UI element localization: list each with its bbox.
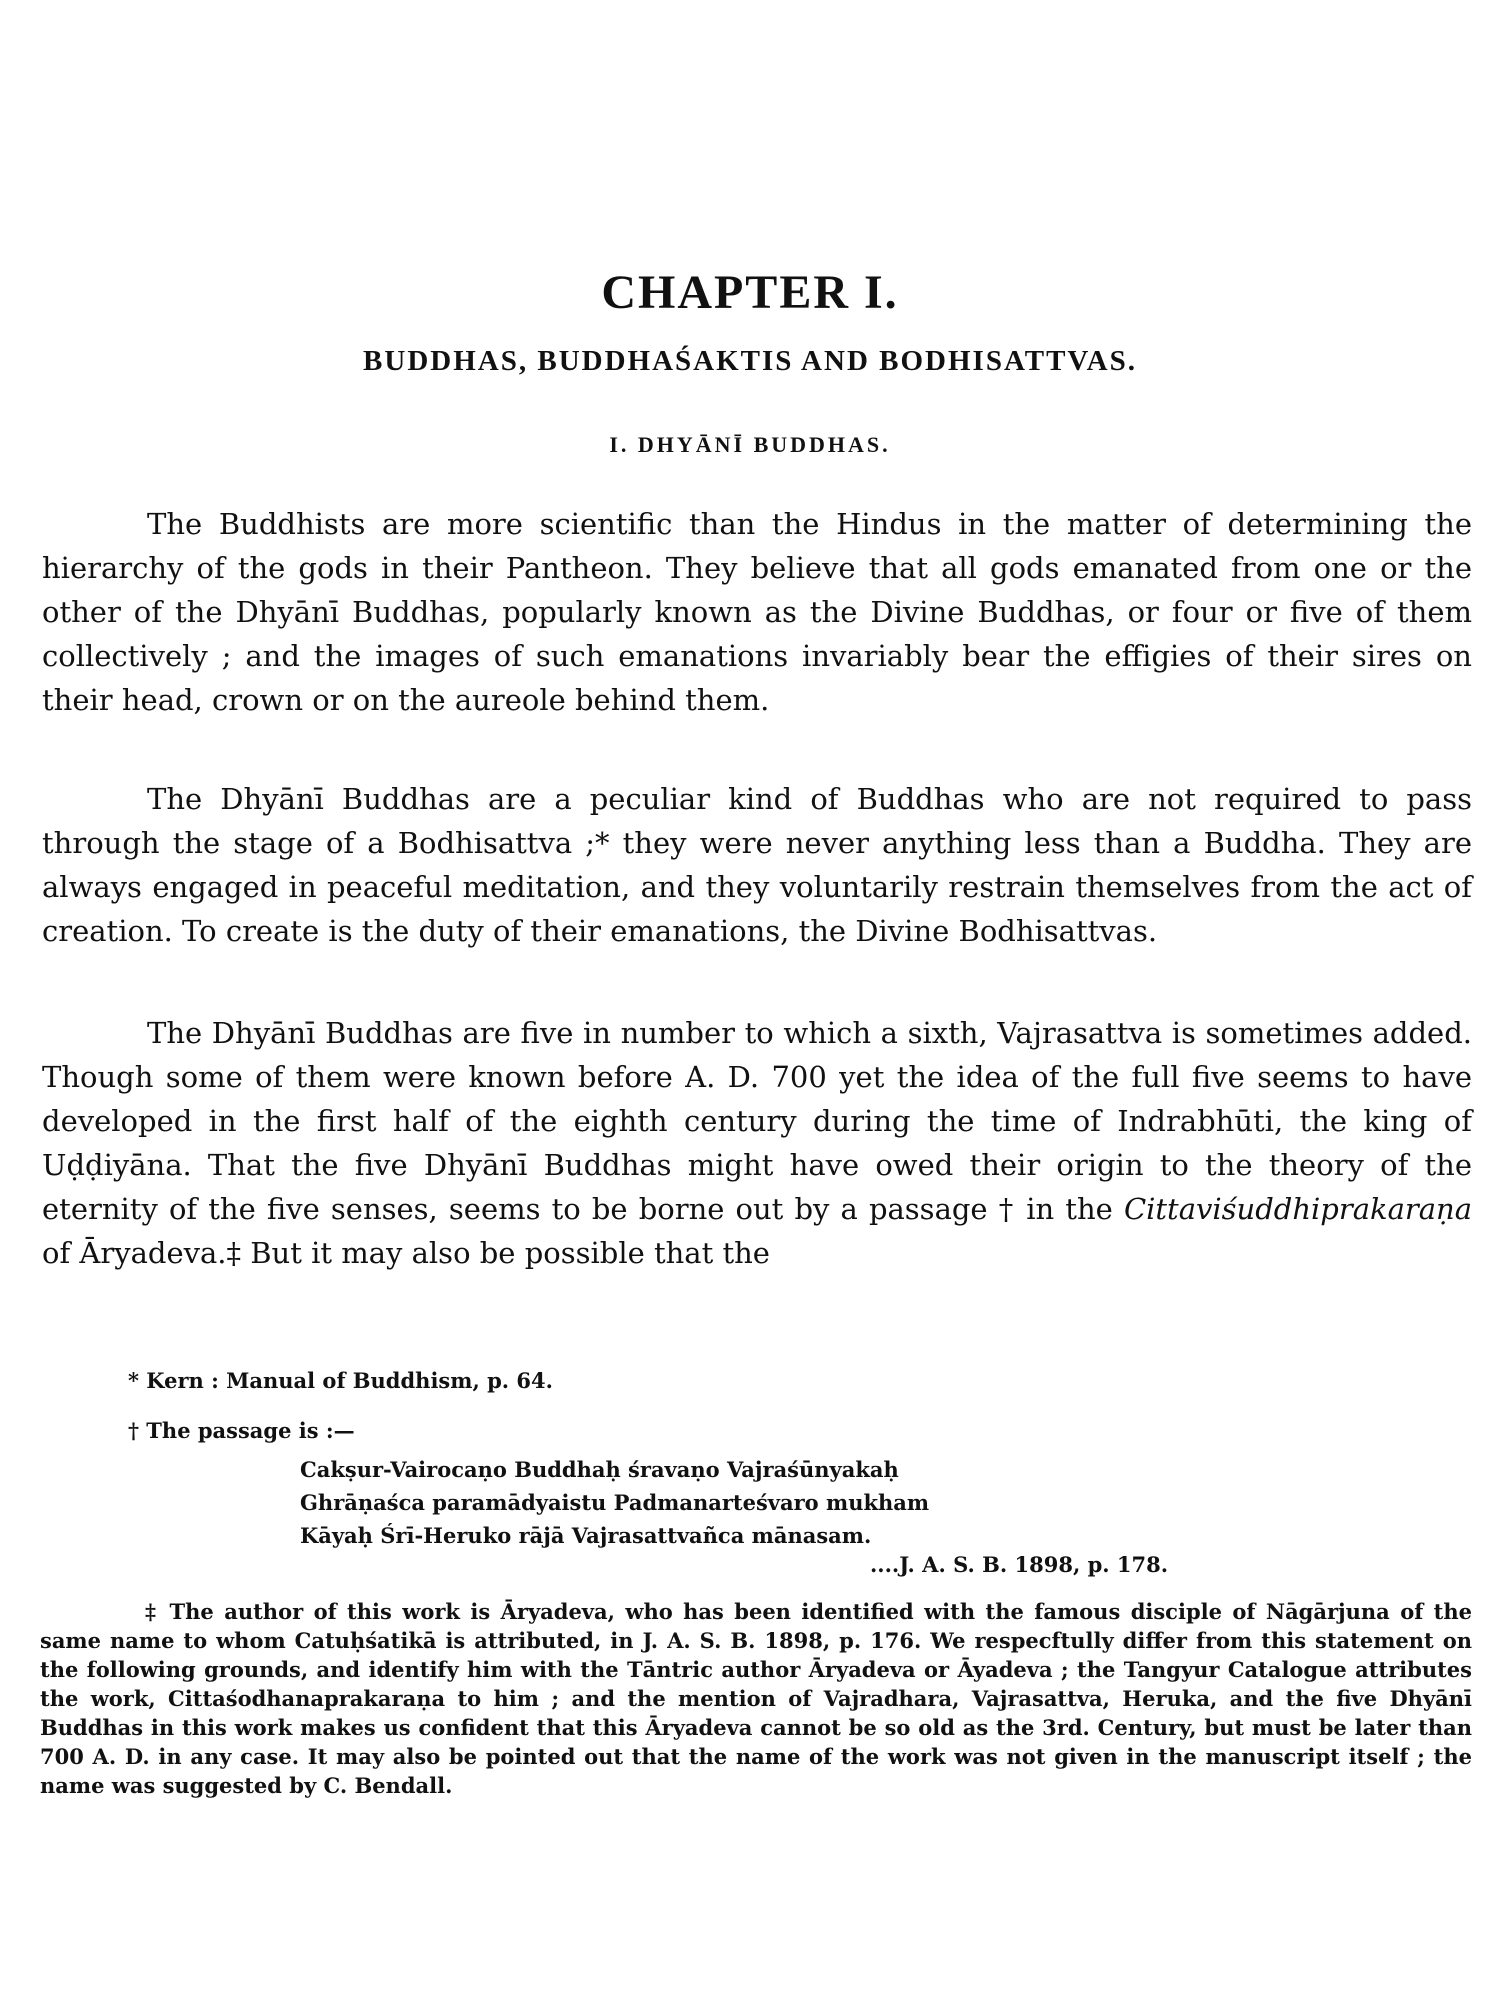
verse-line-2: Ghrāṇaśca paramādyaistu Padmanarteśvaro mukham [300,1490,930,1515]
verse-line-3: Kāyaḥ Śrī-Heruko rājā Vajrasattvañca mānasam. [300,1523,872,1548]
paragraph-2-text: The Dhyānī Buddhas are a peculiar kind of Buddhas who are not required to pass through the stage of a Bodhisattva ;* they were never anything less than a Buddha. They are always engaged in peaceful meditation, and they voluntarily restrain themselves from the act of creation. To create is the duty of their emanations, the Divine Bodhisattvas. [42,782,1472,948]
footnote-3: ‡ The author of this work is Āryadeva, who has been identified with the famous disciple of Nāgārjuna of the same name to whom Catuḥśatikā is attributed, in J. A. S. B. 1898, p. 176. We respecftully differ from this statement on the following grounds, and identify him with the Tāntric author Āryadeva or Āyadeva ; the Tangyur Catalogue attributes the work, Cittaśodhanaprakaraṇa to him ; and the mention of Vajradhara, Vajrasattva, Heruka, and the five Dhyānī Buddhas in this work makes us confident that this Āryadeva cannot be so old as the 3rd. Century, but must be later than 700 A. D. in any case. It may also be pointed out that the name of the work was not given in the manuscript itself ; the name was suggested by C. Bendall. [40,1599,1472,1798]
footnote-1: * Kern : Manual of Buddhism, p. 64. [128,1368,553,1393]
paragraph-1-text: The Buddhists are more scientific than the Hindus in the matter of determining the hierarchy of the gods in their Pantheon. They believe that all gods emanated from one or the other of the Dhyānī Buddhas, popularly known as the Divine Buddhas, or four or five of them collectively ; and the images of such emanations invariably bear the effigies of their sires on their head, crown or on the aureole behind them. [42,507,1472,717]
chapter-subtitle: BUDDHAS, BUDDHAŚAKTIS AND BODHISATTVAS. [363,345,1137,377]
footnote-verse [300,1453,929,1552]
paragraph-3-start: The Dhyānī Buddhas are five in number to which a sixth, Vajrasattva is sometimes added. Though some of them were known before A. D. 700 yet the idea of the full five seems to have developed in the first half of the eighth century during the time of Indrabhūti, the king of Uḍḍiyāna. That the five Dhyānī Buddhas might have owed their origin to the theory of the eternity of the five senses, seems to be borne out by a passage † in the [42,1016,1472,1226]
paragraph-2 [42,777,1472,953]
verse-line-1: Cakṣur-Vairocaṇo Buddhaḥ śravaṇo Vajraśūnyakaḥ [300,1457,899,1482]
paragraph-3-end: of Āryadeva.‡ But it may also be possible that the [42,1236,770,1270]
chapter-title: CHAPTER I. [601,266,899,319]
section-title: I. DHYĀNĪ BUDDHAS. [609,432,891,457]
footnote-2: † The passage is :— [128,1418,355,1443]
verse-reference: ....J. A. S. B. 1898, p. 178. [870,1552,1169,1577]
paragraph-3 [42,1011,1472,1275]
paragraph-3-text [42,1011,1472,1275]
paragraph-3-italic-title: Cittaviśuddhiprakaraṇa [1123,1192,1472,1226]
paragraph-1 [42,502,1472,722]
